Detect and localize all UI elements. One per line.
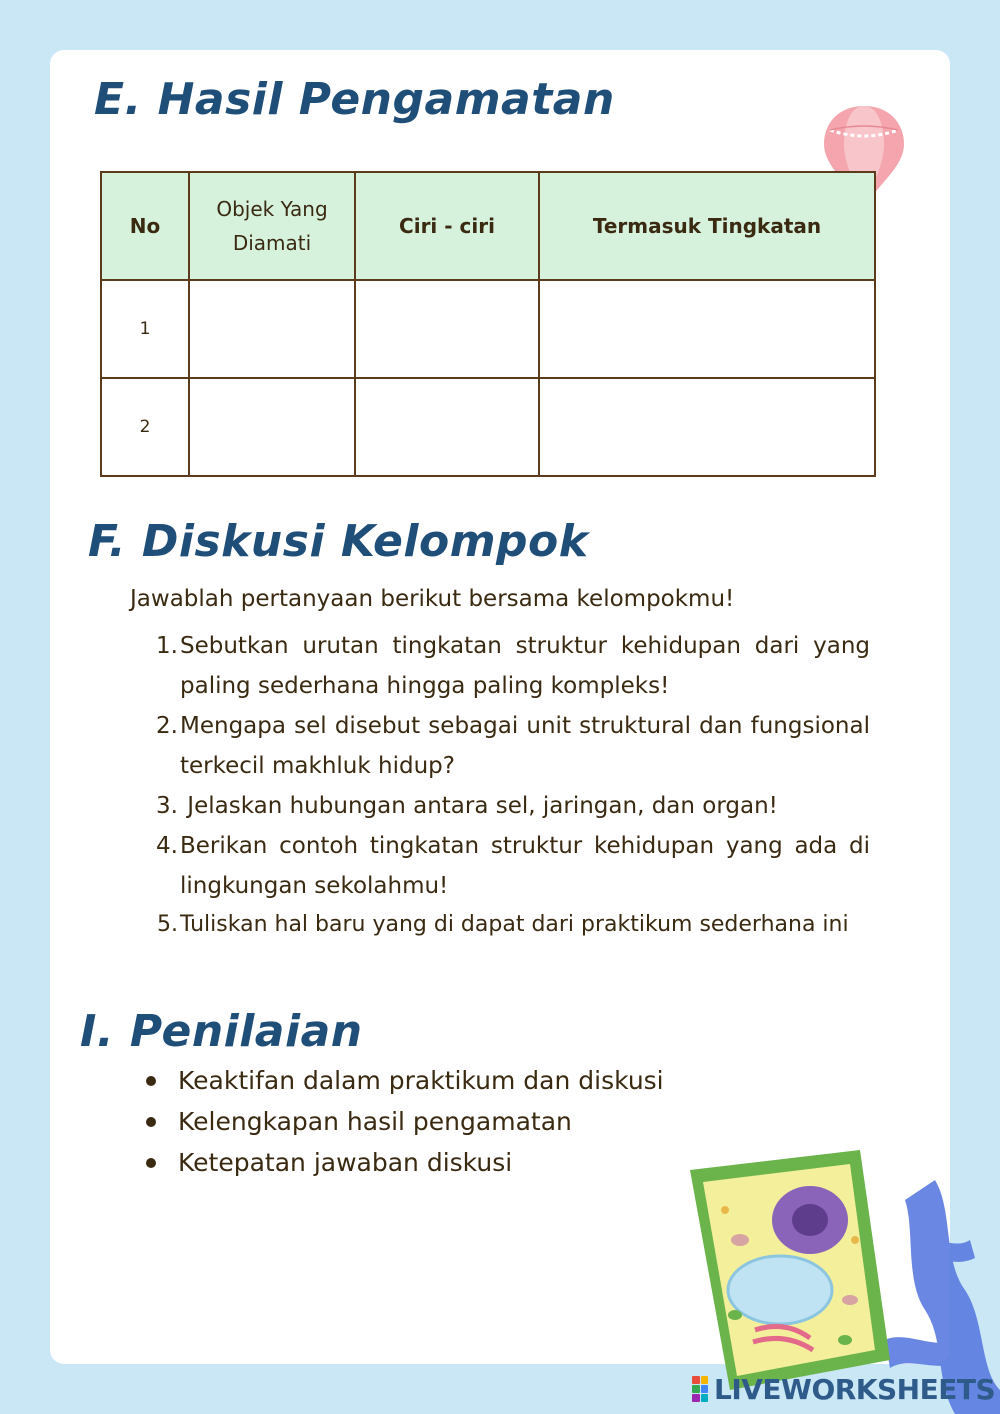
logo-block xyxy=(692,1385,700,1393)
question-number: 2. xyxy=(156,713,178,739)
header-no: No xyxy=(101,172,189,280)
discussion-questions xyxy=(130,626,870,944)
question-number: 3. xyxy=(156,793,178,819)
list-item xyxy=(130,906,870,944)
logo-block xyxy=(701,1385,709,1393)
logo-text: LIVEWORKSHEETS xyxy=(714,1372,996,1406)
list-item xyxy=(130,626,870,706)
question-number: 4. xyxy=(156,833,178,859)
section-f-title: F. Diskusi Kelompok xyxy=(88,516,589,567)
section-e-title: E. Hasil Pengamatan xyxy=(94,74,615,125)
bullet-icon xyxy=(146,1076,156,1086)
header-tingkatan: Termasuk Tingkatan xyxy=(539,172,875,280)
plant-cell-illustration xyxy=(635,1090,1000,1414)
list-item xyxy=(146,1101,664,1142)
list-item xyxy=(130,786,870,826)
question-text: Tuliskan hal baru yang di dapat dari praktikum sederhana ini xyxy=(180,912,849,937)
list-item xyxy=(130,706,870,786)
row-number: 2 xyxy=(101,378,189,476)
header-objek xyxy=(189,172,355,280)
logo-block xyxy=(692,1394,700,1402)
question-text: Jelaskan hubungan antara sel, jaringan, dan organ! xyxy=(180,793,778,819)
question-number: 5. xyxy=(157,912,178,937)
objek-cell[interactable] xyxy=(189,280,355,378)
table-row xyxy=(101,280,875,378)
tingkatan-cell[interactable] xyxy=(539,280,875,378)
liveworksheets-logo xyxy=(692,1372,995,1406)
criteria-text: Keaktifan dalam praktikum dan diskusi xyxy=(178,1066,664,1095)
header-objek-label: Objek Yang Diamati xyxy=(216,197,328,255)
tingkatan-cell[interactable] xyxy=(539,378,875,476)
ciri-cell[interactable] xyxy=(355,280,539,378)
criteria-text: Kelengkapan hasil pengamatan xyxy=(178,1107,572,1136)
question-text: Sebutkan urutan tingkatan struktur kehidupan dari yang paling sederhana hingga paling kompleks! xyxy=(180,633,870,699)
logo-block xyxy=(701,1394,709,1402)
list-item xyxy=(146,1060,664,1101)
row-number: 1 xyxy=(101,280,189,378)
header-ciri: Ciri - ciri xyxy=(355,172,539,280)
bullet-icon xyxy=(146,1158,156,1168)
question-text: Mengapa sel disebut sebagai unit struktural dan fungsional terkecil makhluk hidup? xyxy=(180,713,870,779)
ciri-cell[interactable] xyxy=(355,378,539,476)
question-text: Berikan contoh tingkatan struktur kehidupan yang ada di lingkungan sekolahmu! xyxy=(180,833,870,899)
table-row xyxy=(101,378,875,476)
criteria-text: Ketepatan jawaban diskusi xyxy=(178,1148,513,1177)
question-number: 1. xyxy=(156,633,178,659)
logo-block xyxy=(692,1376,700,1384)
bullet-icon xyxy=(146,1117,156,1127)
logo-block xyxy=(701,1376,709,1384)
objek-cell[interactable] xyxy=(189,378,355,476)
assessment-criteria xyxy=(146,1060,664,1183)
discussion-intro: Jawablah pertanyaan berikut bersama kelompokmu! xyxy=(130,586,735,612)
section-i-title: I. Penilaian xyxy=(80,1006,363,1057)
list-item xyxy=(146,1142,664,1183)
logo-mark-icon xyxy=(692,1376,708,1402)
observation-table xyxy=(100,171,876,477)
list-item xyxy=(130,826,870,906)
table-header-row xyxy=(101,172,875,280)
